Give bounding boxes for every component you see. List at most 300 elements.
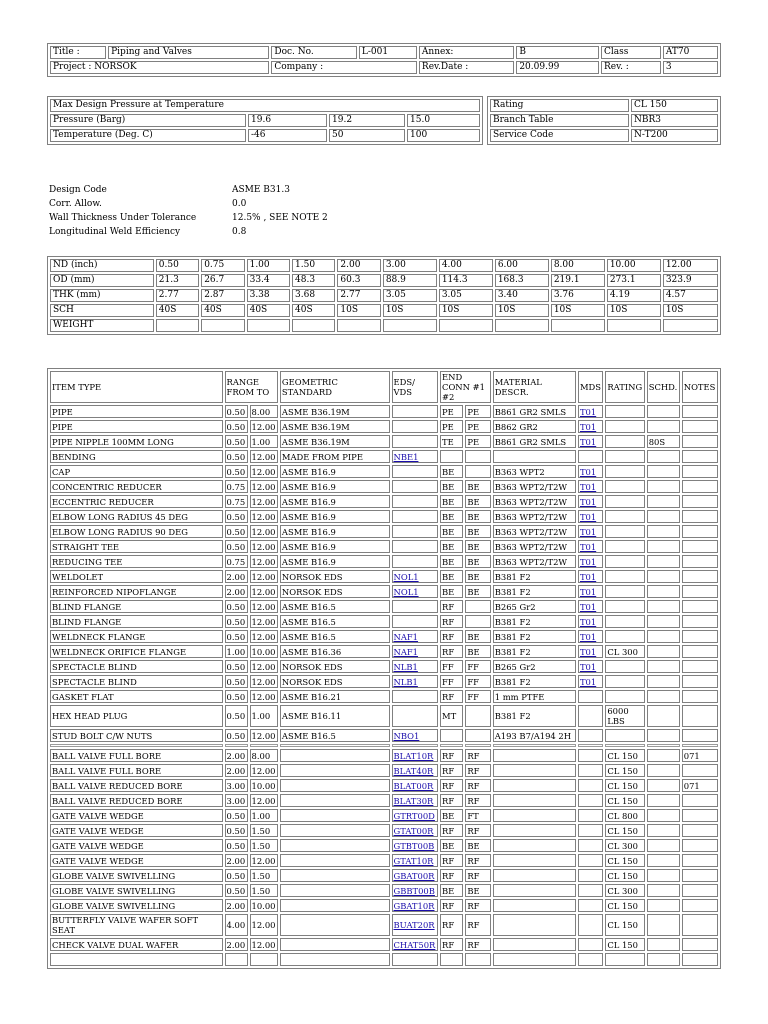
material-descr-cell: B265 Gr2 [493,660,576,673]
material-descr-cell [493,854,576,867]
rating-cell [605,510,644,523]
mds-cell [578,914,603,936]
notes-cell [682,809,718,822]
table-row [50,690,718,703]
eds-vds-cell [392,585,439,598]
end-conn-1-cell: PE [440,420,463,433]
end-conn-1-cell: BE [440,809,463,822]
mds-cell [578,764,603,777]
table-row [50,675,718,688]
geometric-standard-cell: ASME B16.9 [280,495,390,508]
item-type-cell: BALL VALVE REDUCED BORE [50,779,223,792]
table-row [50,729,718,742]
material-descr-cell: B381 F2 [493,675,576,688]
notes-cell [682,420,718,433]
end-conn-2-cell [465,600,490,613]
dimension-cell: 6.00 [495,259,549,272]
separator-cell [50,744,223,747]
dimension-label: SCH [50,304,154,317]
dimension-cell [663,319,718,332]
temperature-value: 100 [407,129,480,142]
eds-vds-link[interactable]: BUAT20R [393,920,435,930]
dimension-label: THK (mm) [50,289,154,302]
rating-cell [605,570,644,583]
mds-link[interactable]: T01 [579,496,597,507]
range-to-cell: 12.00 [250,854,278,867]
geometric-standard-cell [280,809,390,822]
dimension-cell: 21.3 [156,274,199,287]
schd-cell [647,914,680,936]
range-to-cell: 12.00 [250,495,278,508]
item-type-cell: GATE VALVE WEDGE [50,824,223,837]
end-conn-2-cell: RF [465,749,490,762]
end-conn-1-cell: MT [440,705,463,727]
material-descr-cell: B861 GR2 SMLS [493,405,576,418]
material-descr-cell: B363 WPT2/T2W [493,555,576,568]
schd-cell [647,495,680,508]
range-to-cell: 1.00 [250,705,278,727]
eds-vds-link[interactable]: NOL1 [393,571,419,582]
table-row [50,914,718,936]
rating-cell [605,690,644,703]
end-conn-1-cell: PE [440,405,463,418]
section-separator [50,744,718,747]
end-conn-1-cell: RF [440,869,463,882]
geometric-standard-cell: MADE FROM PIPE [280,450,390,463]
eds-vds-link[interactable]: NAF1 [393,631,419,642]
dimension-cell [551,319,605,332]
mds-cell [578,729,603,742]
eds-vds-link[interactable]: NBO1 [393,730,420,741]
range-to-cell: 12.00 [250,615,278,628]
table-row [50,510,718,523]
end-conn-2-cell: RF [465,779,490,792]
end-conn-2-cell: RF [465,938,490,951]
eds-vds-cell [392,510,439,523]
notes-cell [682,480,718,493]
material-descr-cell [493,764,576,777]
separator-cell [605,744,644,747]
eds-vds-cell [392,839,439,852]
table-row [50,405,718,418]
dimension-cell: 3.05 [383,289,437,302]
notes-cell [682,540,718,553]
dimension-cell: 2.00 [337,259,380,272]
dimension-cell: 26.7 [201,274,244,287]
dimension-cell: 2.77 [337,289,380,302]
eds-vds-link[interactable]: BLAT00R [393,780,434,791]
geometric-standard-cell [280,953,390,966]
eds-vds-cell [392,764,439,777]
pressure-value: 19.6 [248,114,327,127]
pressure-label: Pressure (Barg) [50,114,246,127]
notes-cell [682,938,718,951]
dimension-cell: 3.76 [551,289,605,302]
dimension-cell [201,319,244,332]
header-notes: NOTES [682,371,718,403]
item-type-cell: PIPE [50,420,223,433]
geometric-standard-cell: ASME B16.9 [280,555,390,568]
end-conn-2-cell [465,729,490,742]
eds-vds-link[interactable]: NOL1 [393,586,419,597]
range-from-cell: 4.00 [225,914,248,936]
table-row [50,779,718,792]
mds-link[interactable]: T01 [579,676,597,687]
eds-vds-link[interactable]: BLAT10R [393,750,434,761]
material-descr-cell [493,914,576,936]
mds-cell [578,809,603,822]
piping-items-table [47,368,721,969]
range-from-cell: 3.00 [225,779,248,792]
mds-cell [578,525,603,538]
end-conn-1-cell: BE [440,585,463,598]
mds-cell [578,884,603,897]
header-item-type: ITEM TYPE [50,371,223,403]
mds-link[interactable]: T01 [579,601,597,612]
mds-link[interactable]: T01 [579,661,597,672]
dimension-cell: 1.50 [292,259,335,272]
end-conn-2-cell: PE [465,405,490,418]
rev-date-value: 20.09.99 [516,61,599,74]
pressure-title: Max Design Pressure at Temperature [50,99,480,112]
material-descr-cell [493,794,576,807]
mds-link[interactable]: T01 [579,466,597,477]
rating-cell [605,630,644,643]
item-type-cell: GLOBE VALVE SWIVELLING [50,869,223,882]
range-from-cell: 2.00 [225,749,248,762]
eds-vds-link[interactable]: GBBT00B [393,885,435,896]
end-conn-2-cell: BE [465,884,490,897]
table-row [50,615,718,628]
table-row [50,854,718,867]
end-conn-2-cell: RF [465,899,490,912]
table-row [50,764,718,777]
eds-vds-cell [392,540,439,553]
mds-cell [578,660,603,673]
eds-vds-cell [392,884,439,897]
mds-link[interactable]: T01 [579,571,597,582]
material-descr-cell [493,899,576,912]
item-type-cell: GATE VALVE WEDGE [50,854,223,867]
dimension-cell: 273.1 [607,274,661,287]
range-from-cell: 2.00 [225,899,248,912]
dimension-row [50,274,718,287]
material-descr-cell [493,450,576,463]
item-type-cell: WELDNECK ORIFICE FLANGE [50,645,223,658]
dimension-cell: 2.87 [201,289,244,302]
geometric-standard-cell: ASME B16.5 [280,630,390,643]
dimension-row [50,259,718,272]
dimension-cell: 1.00 [247,259,290,272]
schd-cell [647,645,680,658]
eds-vds-cell [392,570,439,583]
dimension-cell: 4.19 [607,289,661,302]
class-label: Class [601,46,661,59]
item-type-cell: ELBOW LONG RADIUS 45 DEG [50,510,223,523]
rating-cell: CL 150 [605,794,644,807]
range-to-cell: 12.00 [250,585,278,598]
rating-cell [605,540,644,553]
service-code-label: Service Code [490,129,629,142]
rating-cell [605,615,644,628]
mds-cell [578,824,603,837]
schd-cell [647,705,680,727]
item-type-cell: REINFORCED NIPOFLANGE [50,585,223,598]
header-range: RANGE FROM TO [225,371,278,403]
range-from-cell: 0.50 [225,510,248,523]
dimension-cell: 10S [439,304,493,317]
schd-cell [647,690,680,703]
range-from-cell: 0.50 [225,690,248,703]
mds-link[interactable]: T01 [579,541,597,552]
rev-date-label: Rev.Date : [419,61,514,74]
dimension-cell [495,319,549,332]
mds-link[interactable]: T01 [579,406,597,417]
notes-cell [682,585,718,598]
range-from-cell [225,953,248,966]
range-from-cell: 0.75 [225,480,248,493]
range-to-cell: 12.00 [250,450,278,463]
material-descr-cell [493,839,576,852]
end-conn-1-cell: RF [440,749,463,762]
range-from-cell: 0.50 [225,540,248,553]
schd-cell [647,615,680,628]
schd-cell [647,869,680,882]
end-conn-2-cell: BE [465,630,490,643]
range-to-cell: 12.00 [250,675,278,688]
dimensions-table [47,256,721,335]
mds-link[interactable]: T01 [579,616,597,627]
eds-vds-link[interactable]: GBAT00R [393,870,435,881]
branch-table-value: NBR3 [631,114,718,127]
end-conn-1-cell: FF [440,660,463,673]
rev-label: Rev. : [601,61,661,74]
rating-cell: CL 150 [605,869,644,882]
range-to-cell: 12.00 [250,525,278,538]
eds-vds-cell [392,854,439,867]
eds-vds-cell [392,525,439,538]
eds-vds-cell [392,938,439,951]
schd-cell [647,570,680,583]
dimension-label: ND (inch) [50,259,154,272]
schd-cell [647,555,680,568]
eds-vds-link[interactable]: GTBT00B [393,840,435,851]
mds-link[interactable]: T01 [579,436,597,447]
rating-cell: CL 150 [605,899,644,912]
rating-cell [605,525,644,538]
header-mds: MDS [578,371,603,403]
notes-cell [682,495,718,508]
eds-vds-link[interactable]: CHAT50R [393,939,436,950]
notes-cell [682,555,718,568]
mds-link[interactable]: T01 [579,421,597,432]
eds-vds-link[interactable]: GBAT10R [393,900,435,911]
dimension-cell: 40S [292,304,335,317]
geometric-standard-cell [280,749,390,762]
table-row [50,465,718,478]
material-descr-cell [493,953,576,966]
schd-cell [647,660,680,673]
notes-cell [682,764,718,777]
table-row [50,435,718,448]
schd-cell [647,480,680,493]
range-from-cell: 0.75 [225,555,248,568]
mds-cell [578,630,603,643]
rating-label: Rating [490,99,629,112]
eds-vds-cell [392,630,439,643]
annex-value: B [516,46,599,59]
end-conn-2-cell: BE [465,585,490,598]
geometric-standard-cell: ASME B36.19M [280,405,390,418]
end-conn-2-cell: RF [465,794,490,807]
eds-vds-link[interactable]: NLB1 [393,676,418,687]
mds-cell [578,570,603,583]
table-row [50,450,718,463]
table-row [50,809,718,822]
dimension-cell [439,319,493,332]
eds-vds-link[interactable]: GTRT00D [393,810,435,821]
end-conn-2-cell: PE [465,435,490,448]
mds-link[interactable]: T01 [579,511,597,522]
separator-cell [392,744,439,747]
notes-cell [682,630,718,643]
geometric-standard-cell [280,824,390,837]
eds-vds-link[interactable]: NAF1 [393,646,419,657]
geometric-standard-cell: NORSOK EDS [280,675,390,688]
dimension-cell: 40S [201,304,244,317]
mds-cell [578,510,603,523]
dimension-cell: 40S [156,304,199,317]
title-label: Title : [50,46,106,59]
separator-cell [578,744,603,747]
eds-vds-cell [392,660,439,673]
mds-link[interactable]: T01 [579,481,597,492]
mds-link[interactable]: T01 [579,646,597,657]
range-to-cell [250,953,278,966]
end-conn-1-cell: BE [440,525,463,538]
mds-link[interactable]: T01 [579,631,597,642]
end-conn-1-cell [440,450,463,463]
mds-cell [578,420,603,433]
rating-cell: CL 300 [605,884,644,897]
geometric-standard-cell [280,839,390,852]
eds-vds-link[interactable]: BLAT40R [393,765,434,776]
range-from-cell: 0.50 [225,675,248,688]
rating-value: CL 150 [631,99,718,112]
notes-cell [682,645,718,658]
wall-thickness-value: 12.5% , SEE NOTE 2 [232,212,328,223]
material-descr-cell: B265 Gr2 [493,600,576,613]
table-row [50,480,718,493]
pressure-table [47,96,483,145]
schd-cell [647,675,680,688]
range-to-cell: 10.00 [250,779,278,792]
separator-cell [280,744,390,747]
eds-vds-link[interactable]: BLAT30R [393,795,434,806]
rating-cell [605,450,644,463]
material-descr-cell: B862 GR2 [493,420,576,433]
material-descr-cell [493,809,576,822]
dimension-cell: 10S [337,304,380,317]
rating-cell: CL 150 [605,854,644,867]
table-row [50,585,718,598]
eds-vds-cell [392,705,439,727]
material-descr-cell [493,869,576,882]
item-type-cell: GLOBE VALVE SWIVELLING [50,884,223,897]
project-label: Project : NORSOK [50,61,269,74]
weld-efficiency-value: 0.8 [232,226,247,237]
end-conn-2-cell: BE [465,495,490,508]
mds-link[interactable]: T01 [579,526,597,537]
mds-cell [578,495,603,508]
table-row [50,660,718,673]
geometric-standard-cell: ASME B16.5 [280,600,390,613]
mds-cell [578,435,603,448]
range-from-cell: 0.50 [225,600,248,613]
table-row [50,953,718,966]
end-conn-1-cell [440,953,463,966]
range-to-cell: 1.50 [250,884,278,897]
geometric-standard-cell [280,869,390,882]
rating-cell: CL 150 [605,779,644,792]
mds-cell [578,600,603,613]
rating-cell: CL 150 [605,914,644,936]
eds-vds-link[interactable]: NLB1 [393,661,418,672]
item-type-cell: GASKET FLAT [50,690,223,703]
schd-cell [647,809,680,822]
dimension-cell: 3.40 [495,289,549,302]
corrosion-allowance-label: Corr. Allow. [49,198,102,209]
header-geometric-standard: GEOMETRIC STANDARD [280,371,390,403]
table-row [50,938,718,951]
range-from-cell: 0.50 [225,630,248,643]
range-from-cell: 0.50 [225,450,248,463]
eds-vds-cell [392,809,439,822]
mds-link[interactable]: T01 [579,556,597,567]
eds-vds-link[interactable]: GTAT00R [393,825,434,836]
end-conn-2-cell: FF [465,675,490,688]
temperature-label: Temperature (Deg. C) [50,129,246,142]
schd-cell [647,884,680,897]
item-type-cell: SPECTACLE BLIND [50,675,223,688]
range-from-cell: 2.00 [225,585,248,598]
item-type-cell: HEX HEAD PLUG [50,705,223,727]
end-conn-1-cell: RF [440,824,463,837]
item-type-cell: SPECTACLE BLIND [50,660,223,673]
mds-link[interactable]: T01 [579,586,597,597]
eds-vds-link[interactable]: NBE1 [393,451,419,462]
end-conn-1-cell: BE [440,495,463,508]
item-type-cell: GATE VALVE WEDGE [50,809,223,822]
range-to-cell: 12.00 [250,510,278,523]
material-descr-cell [493,824,576,837]
range-to-cell: 8.00 [250,749,278,762]
eds-vds-link[interactable]: GTAT10R [393,855,434,866]
material-descr-cell: B381 F2 [493,570,576,583]
geometric-standard-cell: NORSOK EDS [280,570,390,583]
range-to-cell: 12.00 [250,764,278,777]
schd-cell [647,764,680,777]
notes-cell [682,525,718,538]
item-type-cell: GATE VALVE WEDGE [50,839,223,852]
design-code-value: ASME B31.3 [232,184,290,195]
table-row [50,899,718,912]
rating-cell [605,435,644,448]
item-type-cell: BLIND FLANGE [50,615,223,628]
dimension-cell: 88.9 [383,274,437,287]
end-conn-1-cell: RF [440,600,463,613]
dimension-cell: 168.3 [495,274,549,287]
